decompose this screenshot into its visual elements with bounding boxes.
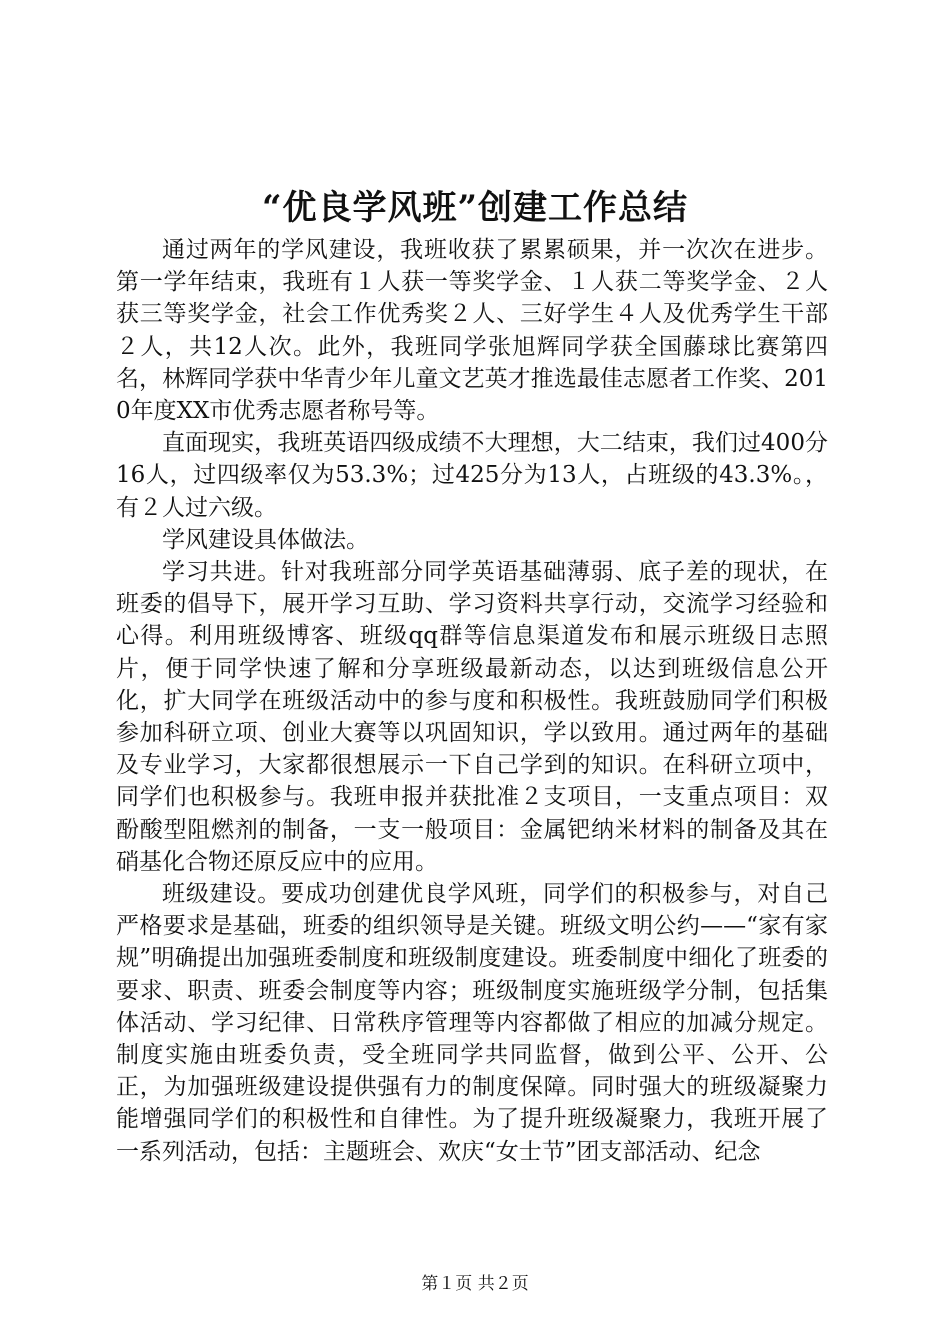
paragraph-achievements: 通过两年的学风建设，我班收获了累累硕果，并一次次在进步。第一学年结束，我班有１人获一等奖学金、１人获二等奖学金、２人获三等奖学金，社会工作优秀奖２人、三好学生４人及优秀学生干部２人，共12人次。此外，我班同学张旭辉同学获全国藤球比赛第四名，林辉同学获中华青少年儿童文艺英才推选最佳志愿者工作奖、2010年度XX市优秀志愿者称号等。 (116, 237, 828, 425)
paragraph-english-results: 直面现实，我班英语四级成绩不大理想，大二结束，我们过400分16人，过四级率仅为53.3%；过425分为13人，占班级的43.3%。，有２人过六级。 (116, 430, 828, 521)
page-footer: 第１页 共２页 (421, 1274, 529, 1294)
paragraph-class-building: 班级建设。要成功创建优良学风班，同学们的积极参与，对自己严格要求是基础，班委的组织领导是关键。班级文明公约——“家有家规”明确提出加强班委制度和班级制度建设。班委制度中细化了班委的要求、职责、班委会制度等内容；班级制度实施班级学分制，包括集体活动、学习纪律、日常秩序管理等内容都做了相应的加减分规定。制度实施由班委负责，受全班同学共同监督，做到公平、公开、公正，为加强班级建设提供强有力的制度保障。同时强大的班级凝聚力能增强同学们的积极性和自律性。为了提升班级凝聚力，我班开展了一系列活动，包括：主题班会、欢庆“女士节”团支部活动、纪念 (116, 881, 828, 1165)
paragraph-study-together: 学习共进。针对我班部分同学英语基础薄弱、底子差的现状，在班委的倡导下，展开学习互助、学习资料共享行动，交流学习经验和心得。利用班级博客、班级qq群等信息渠道发布和展示班级日志照片，便于同学快速了解和分享班级最新动态，以达到班级信息公开化，扩大同学在班级活动中的参与度和积极性。我班鼓励同学们积极参加科研立项、创业大赛等以巩固知识，学以致用。通过两年的基础及专业学习，大家都很想展示一下自己学到的知识。在科研立项中，同学们也积极参与。我班申报并获批准２支项目，一支重点项目：双酚酸型阻燃剂的制备，一支一般项目：金属钯纳米材料的制备及其在硝基化合物还原反应中的应用。 (116, 559, 828, 875)
document-title: “优良学风班”创建工作总结 (261, 188, 689, 228)
paragraph-methods-heading: 学风建设具体做法。 (162, 526, 369, 553)
document-body (116, 234, 828, 1168)
